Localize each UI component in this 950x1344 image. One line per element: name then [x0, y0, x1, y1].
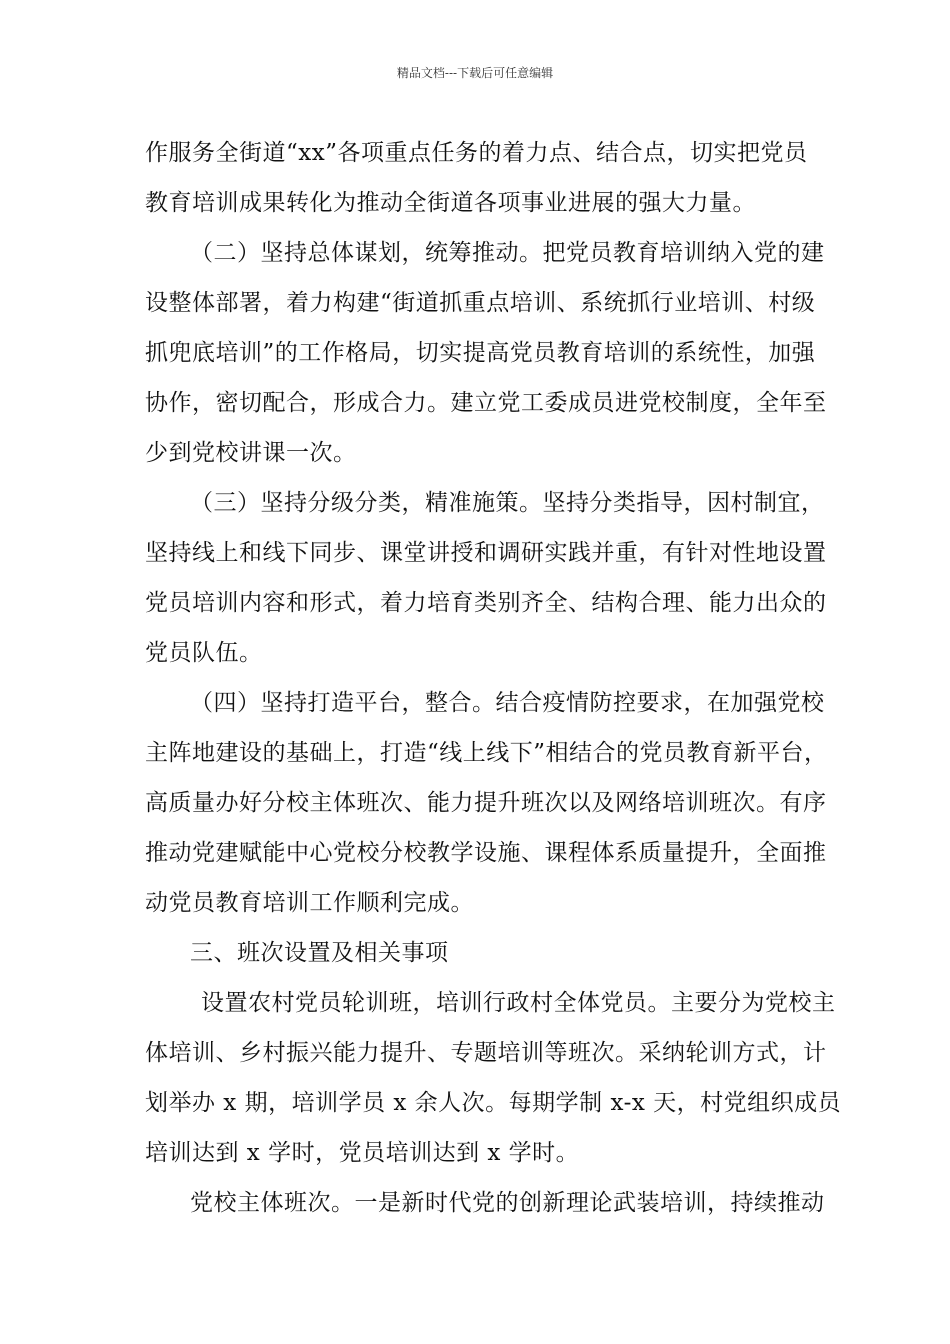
section-heading-2: （二）坚持总体谋划，统筹推动。把党员教育培训纳入党的建	[190, 240, 825, 266]
text-line: 设整体部署，着力构建“街道抓重点培训、系统抓行业培训、村级	[145, 290, 816, 316]
text-line: 党员队伍。	[145, 640, 263, 666]
text-line: 坚持线上和线下同步、课堂讲授和调研实践并重，有针对性地设置	[145, 540, 827, 566]
text-line: 动党员教育培训工作顺利完成。	[145, 890, 474, 916]
text-line: 推动党建赋能中心党校分校教学设施、课程体系质量提升，全面推	[145, 840, 827, 866]
text-line: 培训达到 x 学时，党员培训达到 x 学时。	[145, 1140, 580, 1166]
text-line: 高质量办好分校主体班次、能力提升班次以及网络培训班次。有序	[145, 790, 827, 816]
section-heading-4: （四）坚持打造平台，整合。结合疫情防控要求，在加强党校	[190, 690, 825, 716]
text-line: 体培训、乡村振兴能力提升、专题培训等班次。采纳轮训方式，计	[145, 1040, 827, 1066]
text-line: 协作，密切配合，形成合力。建立党工委成员进党校制度，全年至	[145, 390, 827, 416]
text-line: 划举办 x 期，培训学员 x 余人次。每期学制 x-x 天，村党组织成员	[145, 1090, 842, 1116]
section-heading-3: （三）坚持分级分类，精准施策。坚持分类指导，因村制宜，	[190, 490, 825, 516]
text-line: 抓兜底培训”的工作格局，切实提高党员教育培训的系统性，加强	[145, 340, 816, 366]
text-line: 作服务全街道“xx”各项重点任务的着力点、结合点，切实把党员	[145, 140, 808, 166]
text-line: 党校主体班次。一是新时代党的创新理论武装培训，持续推动	[190, 1190, 825, 1216]
text-line: 少到党校讲课一次。	[145, 440, 357, 466]
page-header: 精品文档---下载后可任意编辑	[396, 66, 554, 80]
document-body	[145, 128, 842, 1228]
chapter-heading: 三、班次设置及相关事项	[190, 940, 449, 966]
text-line: 教育培训成果转化为推动全街道各项事业进展的强大力量。	[145, 190, 756, 216]
text-line: 主阵地建设的基础上，打造“线上线下”相结合的党员教育新平台，	[145, 740, 828, 766]
text-line: 党员培训内容和形式，着力培育类别齐全、结构合理、能力出众的	[145, 590, 827, 616]
text-line: 设置农村党员轮训班，培训行政村全体党员。主要分为党校主	[201, 990, 836, 1016]
